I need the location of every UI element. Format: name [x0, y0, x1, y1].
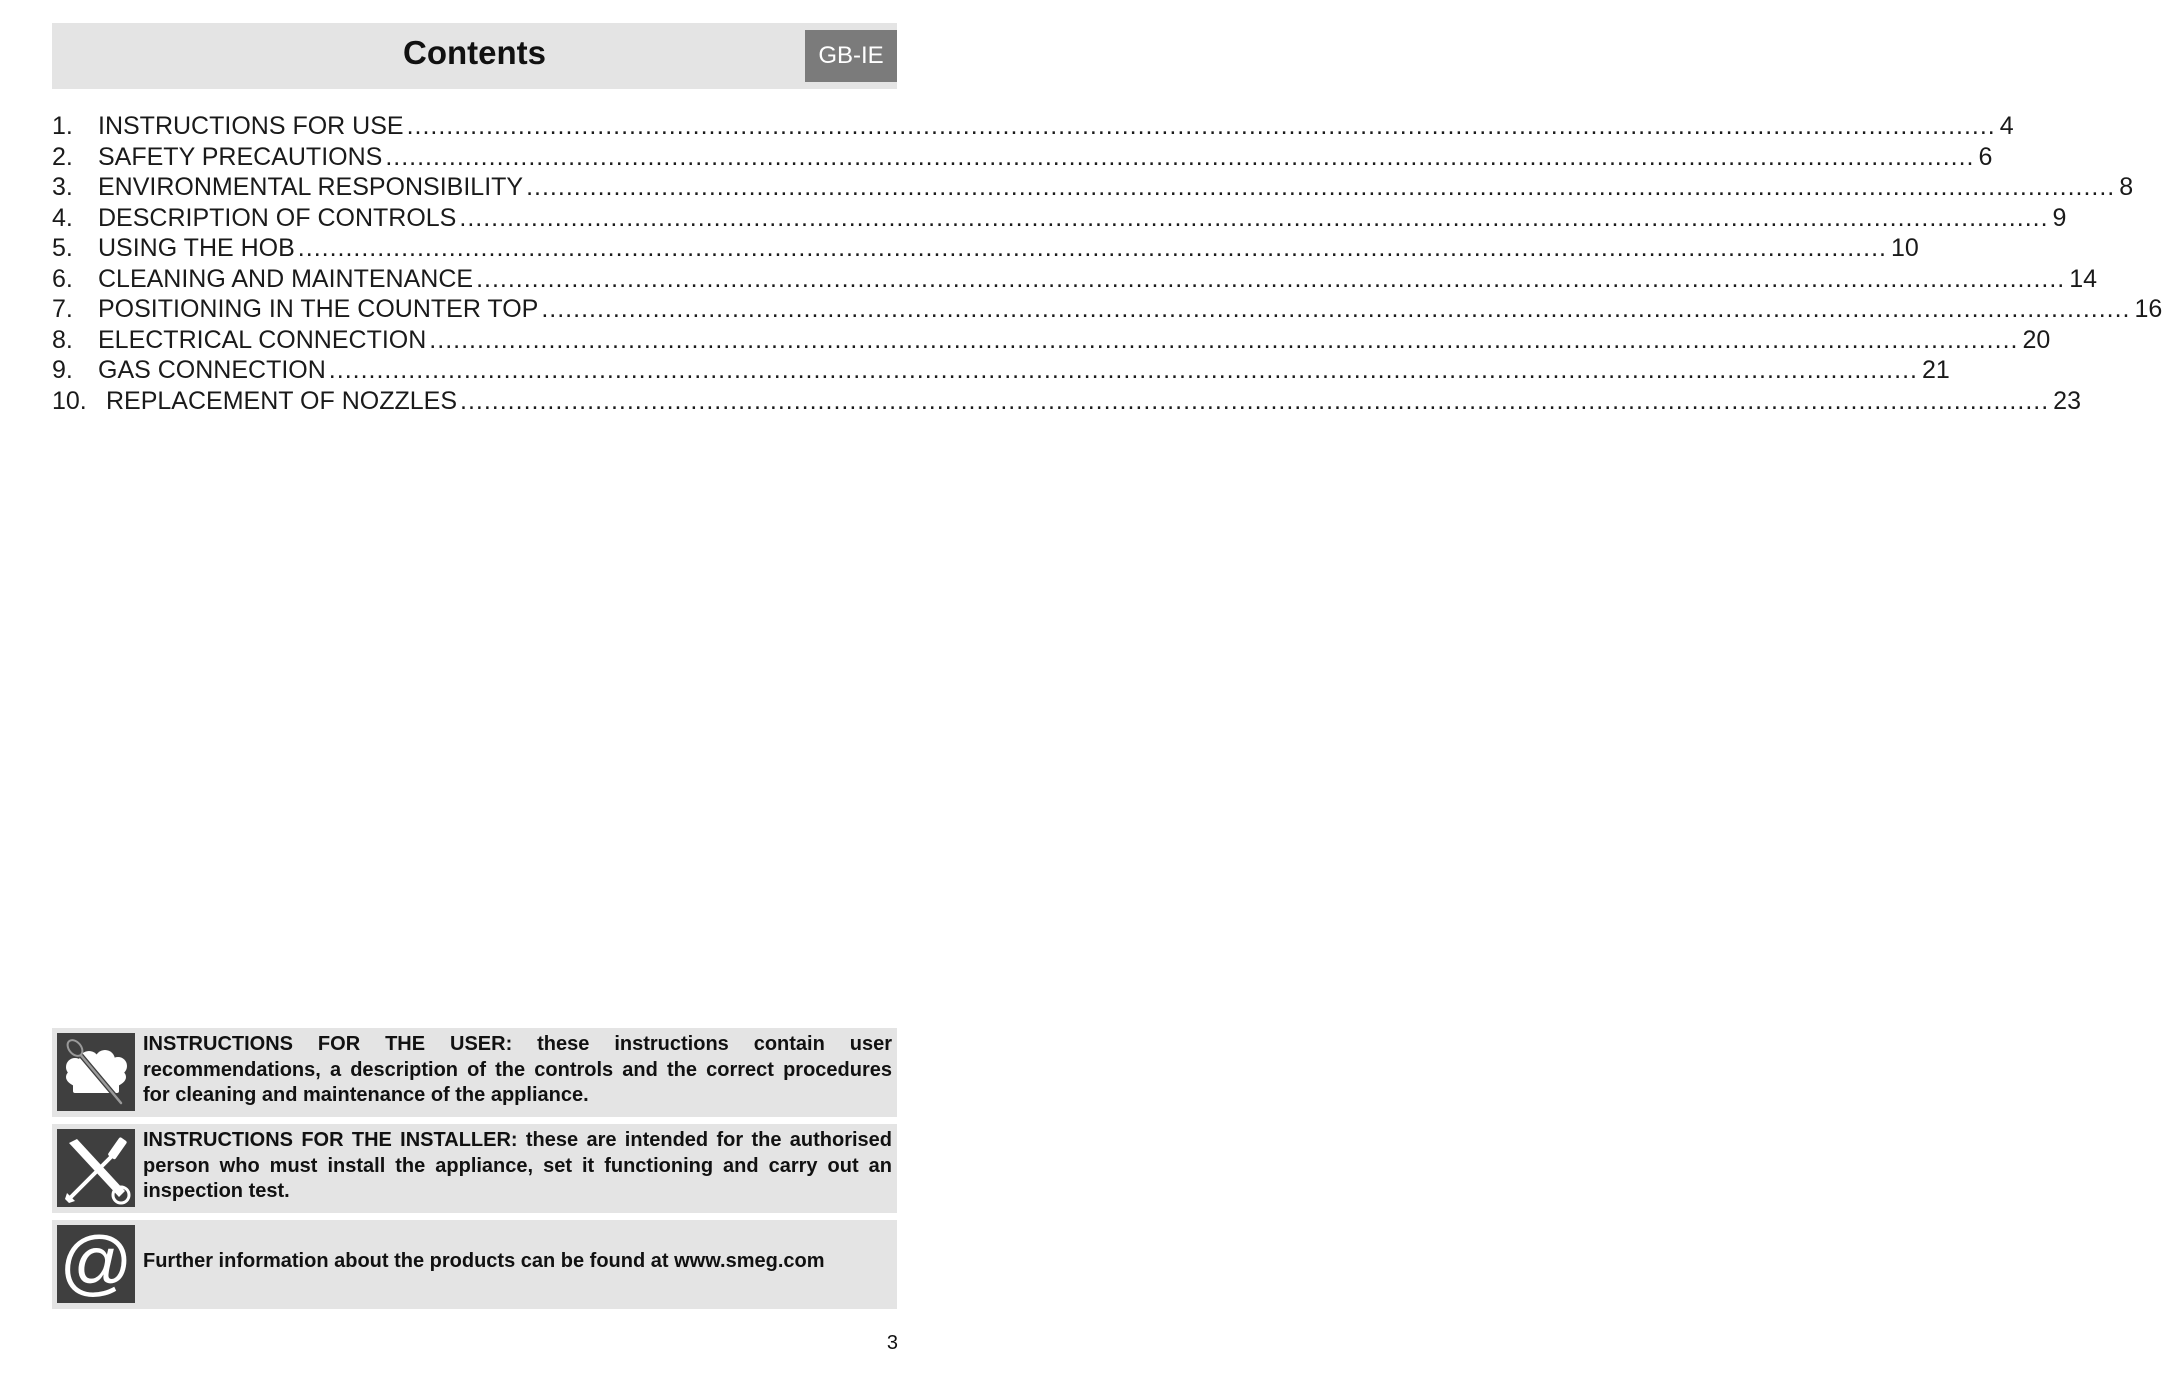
toc-leader-dots: ........................................................................................................................................................................................................ [476, 264, 2066, 293]
toc-page-number: 6 [1978, 142, 1993, 171]
toc-number: 9. [52, 356, 73, 384]
toc-title: ENVIRONMENTAL RESPONSIBILITY [98, 173, 524, 201]
toc-number: 4. [52, 203, 73, 232]
toc-leader-dots: ........................................................................................................................................................................................................ [541, 295, 2131, 323]
toc-number: 10. [52, 386, 87, 415]
toc-entry[interactable] [52, 386, 2081, 417]
contents-header [52, 23, 897, 89]
toc-page-number: 8 [2119, 173, 2134, 201]
website-info-note [52, 1220, 897, 1309]
toc-entry[interactable] [52, 264, 2098, 295]
toc-title: INSTRUCTIONS FOR USE [98, 112, 404, 140]
toc-number: 3. [52, 173, 73, 201]
toc-entry[interactable] [52, 325, 2051, 356]
toc-leader-dots: ........................................................................................................................................................................................................ [429, 325, 2019, 354]
user-instructions-note [52, 1028, 897, 1117]
toc-leader-dots: ........................................................................................................................................................................................................ [459, 203, 2049, 232]
toc-page-number: 23 [2053, 386, 2081, 415]
toc-entry[interactable] [52, 172, 2134, 203]
toc-leader-dots: ........................................................................................................................................................................................................ [328, 356, 1918, 384]
toc-entry[interactable] [52, 142, 1993, 173]
toc-number: 7. [52, 295, 73, 323]
chef-spoon-icon [57, 1033, 135, 1111]
toc-title: ELECTRICAL CONNECTION [98, 325, 427, 354]
toc-leader-dots: ........................................................................................................................................................................................................ [297, 234, 1887, 262]
toc-entry[interactable] [52, 294, 2162, 325]
toc-entry[interactable] [52, 355, 1950, 386]
installer-instructions-text: INSTRUCTIONS FOR THE INSTALLER: these are intended for the authorised person who must install the appliance, set it functioning and carry out an inspection test. [143, 1129, 892, 1202]
toc-leader-dots: ........................................................................................................................................................................................................ [526, 173, 2116, 201]
toc-page-number: 4 [1999, 112, 2014, 140]
toc-page-number: 16 [2134, 295, 2162, 323]
toc-title: POSITIONING IN THE COUNTER TOP [98, 295, 539, 323]
toc-number: 5. [52, 234, 73, 262]
toc-page-number: 10 [1890, 234, 1919, 262]
toc-number: 2. [52, 142, 73, 171]
website-info-text: Further information about the products can be found at www.smeg.com [143, 1250, 825, 1272]
toc-entry[interactable] [52, 233, 1919, 264]
toc-page-number: 9 [2052, 203, 2067, 232]
toc-title: CLEANING AND MAINTENANCE [98, 264, 474, 293]
user-instructions-text: INSTRUCTIONS FOR THE USER: these instructions contain user recommendations, a description of the controls and the correct procedures for cleaning and maintenance of the appliance. [143, 1033, 892, 1106]
table-of-contents [52, 111, 2162, 416]
toc-title: DESCRIPTION OF CONTROLS [98, 203, 457, 232]
at-sign-icon [57, 1225, 135, 1303]
toc-title: REPLACEMENT OF NOZZLES [106, 386, 457, 415]
page-title: Contents [403, 34, 546, 71]
toc-leader-dots: ........................................................................................................................................................................................................ [460, 386, 2050, 415]
toc-number: 8. [52, 325, 73, 354]
toc-entry[interactable] [52, 203, 2067, 234]
tools-icon [57, 1129, 135, 1207]
toc-title: SAFETY PRECAUTIONS [98, 142, 383, 171]
toc-page-number: 20 [2022, 325, 2051, 354]
svg-text:@: @ [59, 1223, 133, 1303]
toc-title: USING THE HOB [98, 234, 295, 262]
language-badge: GB-IE [803, 30, 897, 82]
toc-title: GAS CONNECTION [98, 356, 326, 384]
toc-number: 6. [52, 264, 73, 293]
toc-leader-dots: ........................................................................................................................................................................................................ [385, 142, 1975, 171]
toc-number: 1. [52, 112, 73, 140]
toc-entry[interactable] [52, 111, 2014, 142]
installer-instructions-note [52, 1124, 897, 1213]
toc-page-number: 14 [2069, 264, 2098, 293]
page-number: 3 [886, 1332, 898, 1354]
toc-page-number: 21 [1921, 356, 1950, 384]
toc-leader-dots: ........................................................................................................................................................................................................ [406, 112, 1996, 140]
